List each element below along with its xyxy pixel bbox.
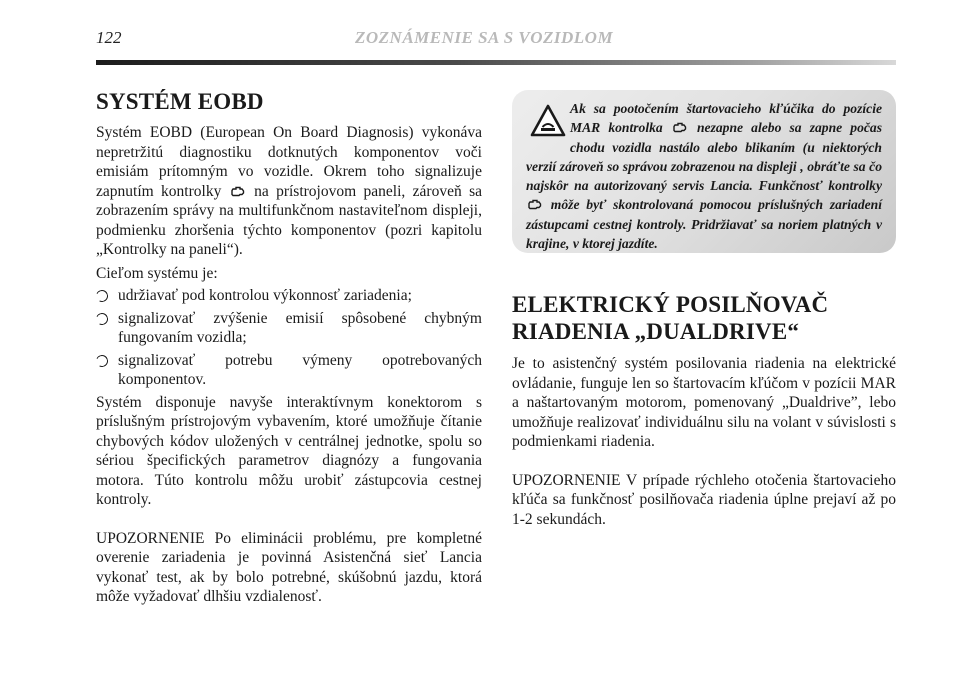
dualdrive-title-line1: ELEKTRICKÝ POSILŇOVAČ xyxy=(512,292,829,317)
bullet-circle-icon xyxy=(94,288,109,303)
list-item-text: udržiavať pod kontrolou výkonnosť zariadenia; xyxy=(118,287,412,304)
list-item xyxy=(96,309,482,348)
bullet-circle-icon xyxy=(94,311,109,326)
warning-callout-box xyxy=(512,90,896,253)
warning-text-part3: môže byť skontrolovaná pomocou príslušných zariadení zástupcami cestnej kontroly. Pridržiavať sa noriem platných v krajine, v ktorej jazdíte. xyxy=(526,197,882,252)
warning-triangle-icon xyxy=(530,104,566,138)
eobd-connector-paragraph: Systém disponuje navyše interaktívnym konektorom s príslušným prístrojovým vybavením, ktoré umožňuje čítanie chybových kódov uložených v centrálnej jednotke, spolu so sériou špecifických parametrov diagnózy a fungovania motora. Túto kontrolu môžu urobiť zástupcovia cestnej kontroly. xyxy=(96,393,482,508)
left-column xyxy=(96,88,482,607)
eobd-intro-text-end: na prístrojovom paneli, zároveň sa zobrazením správy na multifunkčnom nastaviteľnom displeji, podmienku zhoršenia týchto komponentov (pozri kapitolu „Kontrolky na paneli“). xyxy=(96,182,482,258)
page-number: 122 xyxy=(96,28,122,47)
list-item-text: signalizovať zvýšenie emisií spôsobené chybným fungovaním vozidla; xyxy=(118,309,482,346)
eobd-intro-text-start: Systém EOBD (European On Board Diagnosis) vykonáva nepretržitú diagnostiku dotknutých komponentov voči emisiám prítomným vo vozidle. Okrem toho signalizuje zapnutím kontrolky xyxy=(96,124,482,200)
dualdrive-body-paragraph: Je to asistenčný systém posilovania riadenia na elektrické ovládanie, funguje len so štartovacím kľúčom v pozícii MAR a naštartovaným motorom, pomenovaný „Dualdrive”, lebo umožňuje realizovať individuálnu silu na volant v súvislosti s podmienkami riadenia. xyxy=(512,355,896,450)
header-rule xyxy=(96,60,896,65)
warning-callout-text xyxy=(526,99,882,253)
eobd-intro-paragraph xyxy=(96,123,482,260)
dualdrive-section-title xyxy=(512,291,896,345)
list-item xyxy=(96,286,482,306)
running-header-title: ZOZNÁMENIE SA S VOZIDLOM xyxy=(355,28,614,47)
warning-text-part1: Ak sa pootočením štartovacieho kľúčika do pozície MAR kontrolka xyxy=(570,101,882,136)
eobd-section-title: SYSTÉM EOBD xyxy=(96,89,264,114)
bullet-circle-icon xyxy=(94,353,109,368)
warning-text-part2: nezapne alebo sa zapne počas chodu vozidla nastálo alebo blikaním (u niektorých verzií zároveň so správou zobrazenou na displeji , obráťte sa čo najskôr na autorizovaný servis Lancia. Funkčnosť kontrolky xyxy=(526,120,882,194)
right-column xyxy=(512,90,896,529)
eobd-goal-lead: Cieľom systému je: xyxy=(96,264,218,282)
list-item xyxy=(96,351,482,390)
engine-check-icon xyxy=(231,186,245,197)
dualdrive-title-line2: RIADENIA „DUALDRIVE“ xyxy=(512,319,800,344)
engine-check-icon xyxy=(673,122,687,133)
dualdrive-warning-paragraph: UPOZORNENIE V prípade rýchleho otočenia štartovacieho kľúča sa funkčnosť posilňovača riadenia úplne prejaví až po 1-2 sekundách. xyxy=(512,471,896,528)
dualdrive-section xyxy=(512,291,896,529)
engine-check-icon xyxy=(528,199,542,210)
list-item-text: signalizovať potrebu výmeny opotrebovaných komponentov. xyxy=(118,351,482,388)
eobd-warning-paragraph: UPOZORNENIE Po eliminácii problému, pre kompletné overenie zariadenia je povinná Asistenčná sieť Lancia vykonať test, ak by bolo potrebné, skúšobnú jazdu, ktorá môže vyžadovať dlhšiu vzdialenosť. xyxy=(96,529,482,605)
eobd-goal-list xyxy=(96,286,482,390)
